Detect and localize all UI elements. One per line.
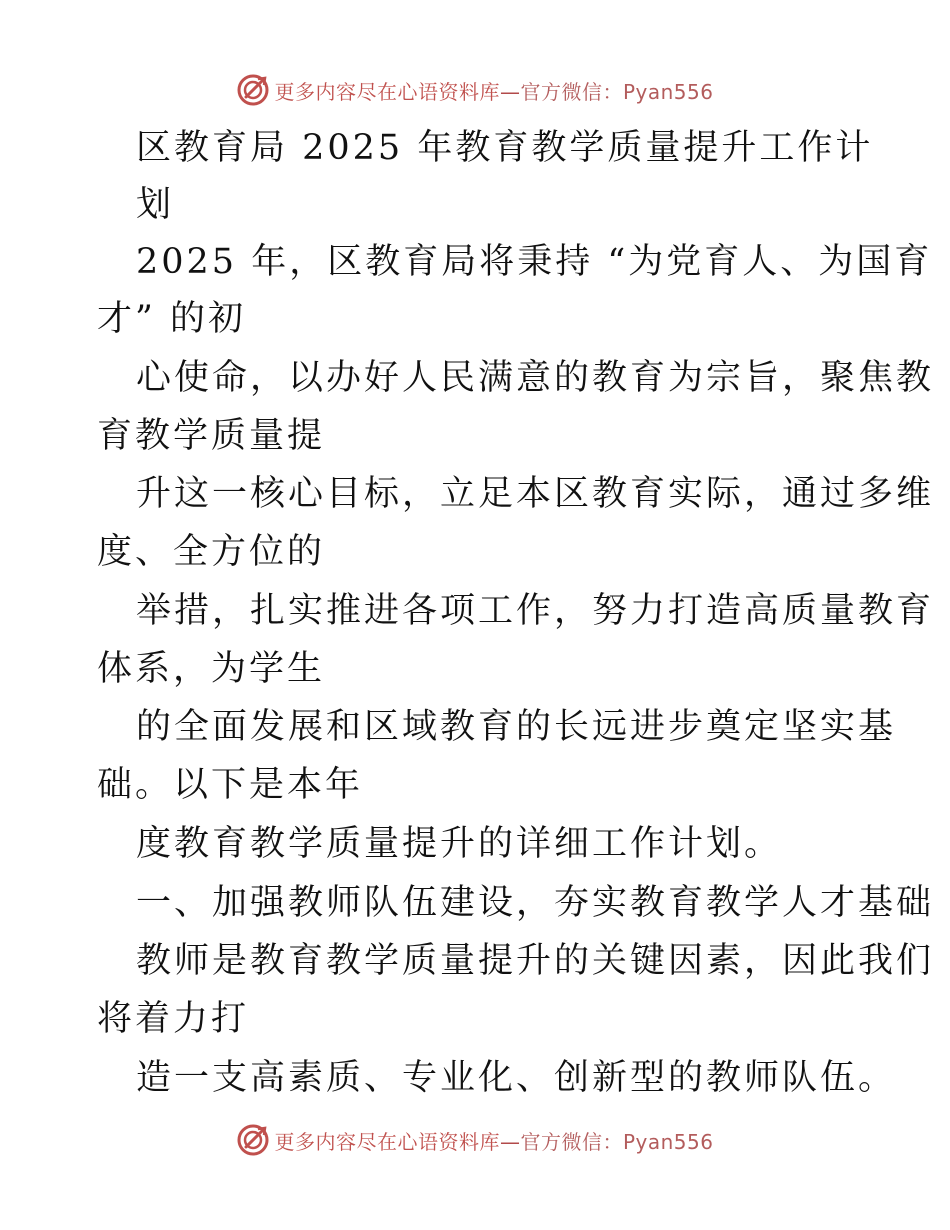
seal-logo-icon <box>236 1123 270 1157</box>
doc-text-line: 升这一核心目标，立足本区教育实际，通过多维 <box>136 474 935 514</box>
doc-text-line: 度、全方位的 <box>97 532 326 572</box>
doc-text-line: 将着力打 <box>97 999 250 1039</box>
watermark-main: 更多内容尽在心语资料库 <box>274 79 500 104</box>
doc-text-line: 举措，扎实推进各项工作，努力打造高质量教育 <box>136 591 935 631</box>
doc-title-line: 划 <box>136 185 175 225</box>
doc-text-line: 2025 年，区教育局将秉持 “为党育人、为国育 <box>136 242 933 282</box>
seal-logo-icon <box>236 73 270 107</box>
doc-text-line: 度教育教学质量提升的详细工作计划。 <box>136 824 783 864</box>
watermark-text <box>274 1126 713 1155</box>
doc-text-line: 才” 的初 <box>97 299 247 339</box>
header-watermark-banner <box>0 70 950 110</box>
watermark-text <box>274 76 713 105</box>
doc-title-line: 区教育局 2025 年教育教学质量提升工作计 <box>136 128 874 168</box>
doc-text-line: 心使命，以办好人民满意的教育为宗旨，聚焦教 <box>136 358 935 398</box>
doc-text-line: 造一支高素质、专业化、创新型的教师队伍。 <box>136 1058 897 1098</box>
doc-text-line: 体系，为学生 <box>97 649 326 689</box>
watermark-contact: 官方微信：Pyan556 <box>520 1129 714 1154</box>
section-heading: 一、加强教师队伍建设，夯实教育教学人才基础 <box>136 883 935 923</box>
watermark-separator: — <box>499 1129 521 1154</box>
footer-watermark-banner <box>0 1120 950 1160</box>
doc-text-line: 的全面发展和区域教育的长远进步奠定坚实基 <box>136 707 897 747</box>
watermark-separator: — <box>499 79 521 104</box>
watermark-contact: 官方微信：Pyan556 <box>520 79 714 104</box>
doc-text-line: 教师是教育教学质量提升的关键因素，因此我们 <box>136 941 935 981</box>
watermark-main: 更多内容尽在心语资料库 <box>274 1129 500 1154</box>
doc-text-line: 育教学质量提 <box>97 416 326 456</box>
doc-text-line: 础。以下是本年 <box>97 765 364 805</box>
